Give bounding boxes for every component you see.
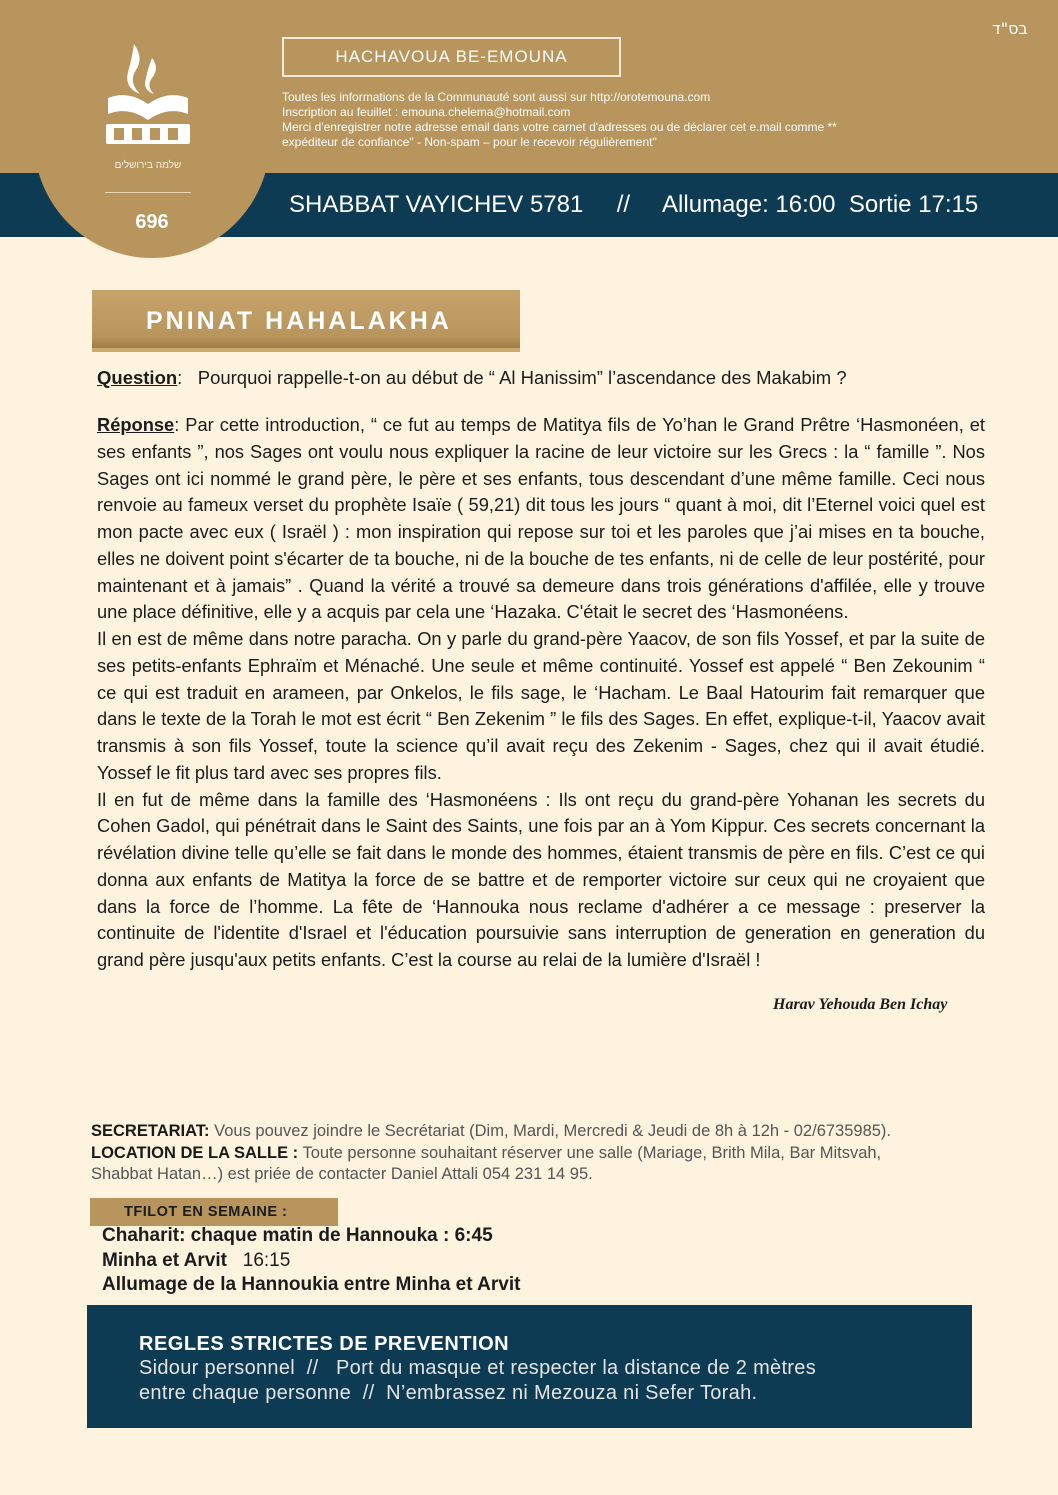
prevention-line-2: entre chaque personne // N’embrassez ni Mezouza ni Sefer Torah.	[139, 1382, 758, 1404]
info-block	[282, 90, 942, 150]
question-text: : Pourquoi rappelle-t-on au début de “ Al Hanissim” l’ascendance des Makabim ?	[177, 367, 847, 388]
issue-number: 696	[135, 211, 169, 233]
answer-paragraph: Il en fut de même dans la famille des ‘Hasmonéens : Ils ont reçu du grand-père Yohanan les secrets du Cohen Gadol, qui pénétrait dans le Saint des Saints, une fois par an à Yom Kippur. Ces secrets concernant la révélation divine telle qu’elle se fait dans le monde des hommes, étaient transmis de père en fils. C’est ce qui donna aux enfants de Matitya la force de se battre et de remporter victoire sur ceux qui ne croyaient que dans la force de l’homme. La fête de ‘Hannouka nous reclame d'adhérer a ce message : preserver la continuite de l'identite d'Israel et l'éducation poursuivie sans interruption de generation en generation du grand père jusqu'aux petits enfants. C’est la course au relai de la lumière d'Israël !	[97, 788, 985, 970]
answer-paragraph	[97, 412, 985, 626]
answer-label: Réponse	[97, 414, 175, 435]
prevention-title: REGLES STRICTES DE PREVENTION	[139, 1333, 510, 1355]
location-label: LOCATION DE LA SALLE :	[91, 1143, 299, 1162]
tfilot-chaharit: Chaharit: chaque matin de Hannouka : 6:45	[102, 1225, 493, 1246]
minha-label: Minha et Arvit	[102, 1250, 227, 1271]
answer-paragraph: Il en est de même dans notre paracha. On y parle du grand-père Yaacov, de son fils Yossef, et par la suite de ses petits-enfants Ephraïm et Ménaché. Une seule et même continuité. Yossef est appelé “ Ben Zekounim “ ce qui est traduit en arameen, par Onkelos, le fils sage, le ‘Hacham. Le Baal Hatourim fait remarquer que dans le texte de la Torah le mot est écrit “ Ben Zekenim ” le fils des Sages. En effet, explique-t-il, Yaacov avait transmis à son fils Yossef, toute la science qu’il avait reçu des Zekenim - Sages, chez qui il avait étudié. Yossef le fit plus tard avec ses propres fils.	[97, 628, 985, 783]
answer-text-1: : Par cette introduction, “ ce fut au temps de Matitya fils de Yo’han le Grand Prêtre ‘Hasmonéen, et ses enfants ”, nos Sages ont voulu nous expliquer la racine de leur victoire sur les Grecs : la “ famille ”. Nos Sages ont ici nommé le grand père, le père et ses enfants, tous descendant d’une même famille. Ceci nous renvoie au fameux verset du prophète Isaïe ( 59,21) dit tous les jours “ quant à moi, dit l’Eternel voici quel est mon pacte avec eux ( Israël ) : mon inspiration qui repose sur toi et les paroles que j’ai mises en ta bouche, elles ne doivent point s'écarter de ta bouche, ni de la bouche de tes enfants, ni de celle de leur postérité, pour maintenant et à jamais” . Quand la vérité a trouvé sa demeure dans trois générations d'affilée, elle y trouve une place définitive, elle y a acquis par cela une ‘Hazaka. C'était le secret des ‘Hasmonéens.	[97, 414, 985, 623]
section-title: PNINAT HAHALAKHA	[146, 307, 452, 335]
section-banner	[92, 290, 520, 352]
brand-title: HACHAVOUA BE-EMOUNA	[282, 37, 621, 77]
minha-time: 16:15	[242, 1250, 291, 1271]
tfilot-title: TFILOT EN SEMAINE :	[124, 1204, 288, 1220]
secretariat-label: SECRETARIAT:	[91, 1122, 210, 1140]
tfilot-minha	[102, 1250, 290, 1272]
prevention-line-1: Sidour personnel // Port du masque et respecter la distance de 2 mètres	[139, 1357, 816, 1379]
logo-subtitle: שלמה בירושלים	[114, 160, 182, 171]
signature: Harav Yehouda Ben Ichay	[773, 996, 948, 1013]
prevention-box	[87, 1305, 972, 1428]
question	[97, 366, 987, 390]
tfilot-banner	[90, 1198, 338, 1226]
bsd-mark: בס"ד	[992, 19, 1028, 38]
shabbat-times: SHABBAT VAYICHEV 5781 // Allumage: 16:00 Sortie 17:15	[289, 191, 979, 218]
info-line-addressbook: Merci d'enregistrer notre adresse email dans votre carnet d'adresses ou de déclarer cet e.mail comme **	[282, 120, 837, 134]
emouna-logo-icon	[100, 36, 196, 148]
secretariat-text: Vous pouvez joindre le Secrétariat (Dim, Mardi, Mercredi & Jeudi de 8h à 12h - 02/6735985).	[209, 1122, 892, 1140]
tfilot-allumage: Allumage de la Hannoukia entre Minha et Arvit	[102, 1274, 521, 1295]
location-text-2: Shabbat Hatan…) est priée de contacter Daniel Attali 054 231 14 95.	[91, 1165, 593, 1183]
secretariat-block	[91, 1121, 1026, 1186]
info-line-site: Toutes les informations de la Communauté sont aussi sur http://orotemouna.com	[282, 90, 711, 104]
info-line-spam: expéditeur de confiance" - Non-spam – pour le recevoir régulièrement"	[282, 135, 657, 149]
location-text: Toute personne souhaitant réserver une salle (Mariage, Brith Mila, Bar Mitsvah,	[298, 1143, 882, 1162]
question-label: Question	[97, 367, 178, 388]
logo-divider	[105, 192, 191, 193]
info-line-email: Inscription au feuillet : emouna.chelema@hotmail.com	[282, 105, 571, 119]
answer	[97, 412, 985, 974]
